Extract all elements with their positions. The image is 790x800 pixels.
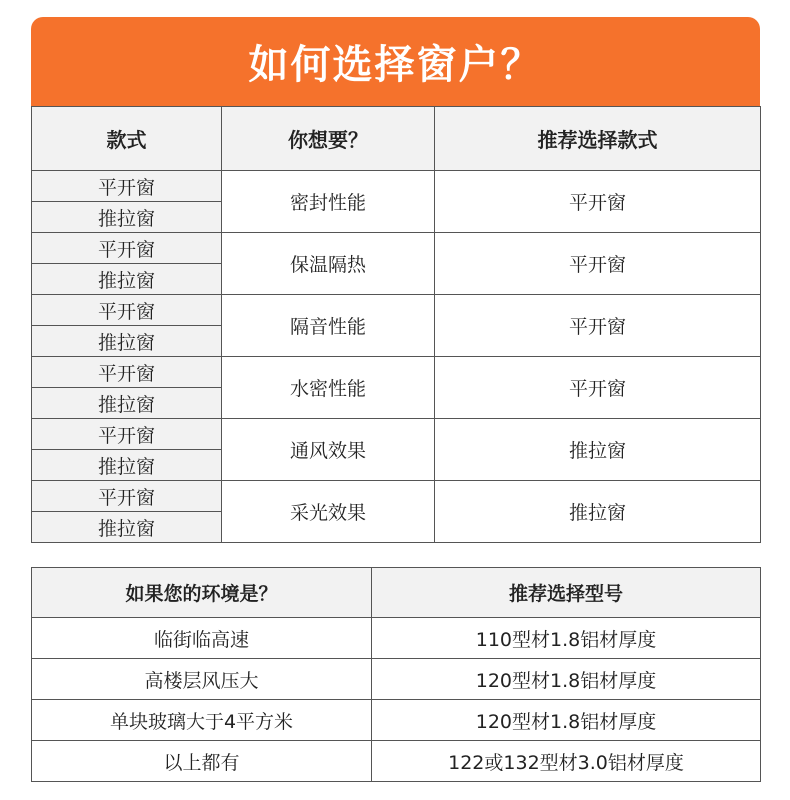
recommend-cell: 推拉窗: [435, 481, 761, 543]
table-row: [32, 357, 761, 388]
style-cell: 推拉窗: [32, 450, 222, 481]
style-cell: 平开窗: [32, 357, 222, 388]
table-header-row: [32, 107, 761, 171]
table-row: [32, 618, 761, 659]
model-cell: 120型材1.8铝材厚度: [372, 700, 761, 741]
style-cell: 推拉窗: [32, 388, 222, 419]
style-cell: 推拉窗: [32, 512, 222, 543]
style-cell: 推拉窗: [32, 326, 222, 357]
recommend-cell: 平开窗: [435, 233, 761, 295]
table-header-row: [32, 568, 761, 618]
title-banner: [31, 17, 760, 106]
header-want: 你想要？: [222, 107, 435, 171]
table-row: [32, 171, 761, 202]
style-cell: 平开窗: [32, 419, 222, 450]
model-cell: 122或132型材3.0铝材厚度: [372, 741, 761, 782]
model-cell: 120型材1.8铝材厚度: [372, 659, 761, 700]
window-style-table: [31, 106, 761, 543]
style-cell: 推拉窗: [32, 264, 222, 295]
recommend-cell: 推拉窗: [435, 419, 761, 481]
want-cell: 隔音性能: [222, 295, 435, 357]
want-cell: 采光效果: [222, 481, 435, 543]
want-cell: 密封性能: [222, 171, 435, 233]
environment-cell: 以上都有: [32, 741, 372, 782]
want-cell: 通风效果: [222, 419, 435, 481]
header-style: 款式: [32, 107, 222, 171]
header-environment: 如果您的环境是？: [32, 568, 372, 618]
table-row: [32, 419, 761, 450]
page-title: 如何选择窗户？: [248, 42, 543, 88]
table-row: [32, 741, 761, 782]
style-cell: 平开窗: [32, 171, 222, 202]
environment-cell: 临街临高速: [32, 618, 372, 659]
style-cell: 平开窗: [32, 295, 222, 326]
style-cell: 平开窗: [32, 481, 222, 512]
want-cell: 水密性能: [222, 357, 435, 419]
header-recommend: 推荐选择款式: [435, 107, 761, 171]
environment-cell: 单块玻璃大于4平方米: [32, 700, 372, 741]
header-model: 推荐选择型号: [372, 568, 761, 618]
table-row: [32, 659, 761, 700]
environment-cell: 高楼层风压大: [32, 659, 372, 700]
recommend-cell: 平开窗: [435, 171, 761, 233]
want-cell: 保温隔热: [222, 233, 435, 295]
table-row: [32, 295, 761, 326]
recommend-cell: 平开窗: [435, 295, 761, 357]
style-cell: 平开窗: [32, 233, 222, 264]
environment-model-table: [31, 567, 761, 782]
model-cell: 110型材1.8铝材厚度: [372, 618, 761, 659]
table-row: [32, 700, 761, 741]
table-row: [32, 233, 761, 264]
recommend-cell: 平开窗: [435, 357, 761, 419]
table-row: [32, 481, 761, 512]
style-cell: 推拉窗: [32, 202, 222, 233]
